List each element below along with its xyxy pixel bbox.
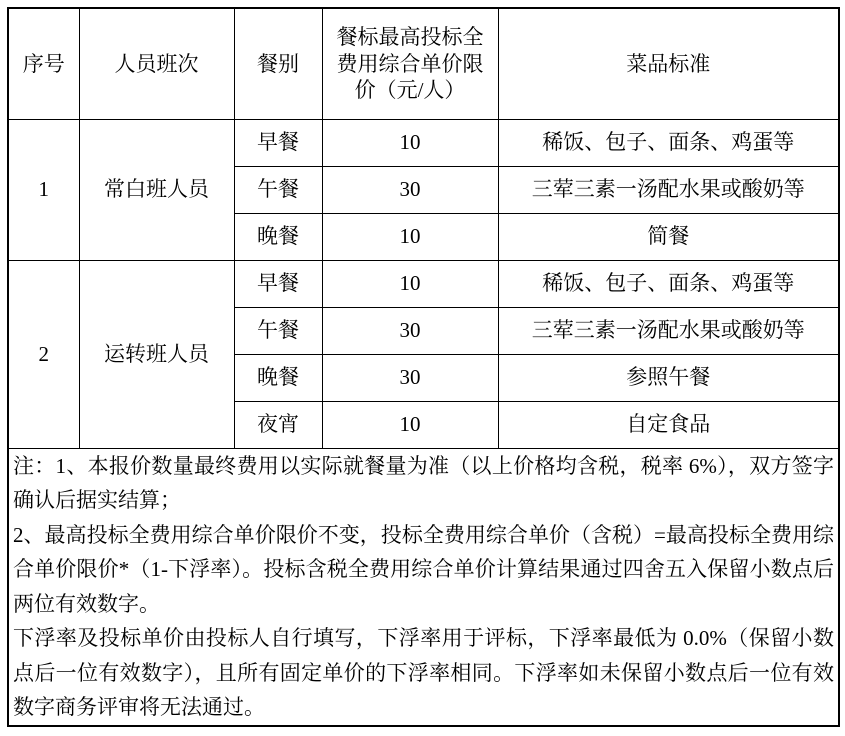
standard-cell: 自定食品 — [498, 401, 839, 448]
meal-cell: 晚餐 — [234, 354, 322, 401]
shift-cell: 常白班人员 — [79, 119, 234, 260]
shift-cell: 运转班人员 — [79, 260, 234, 448]
serial-cell: 2 — [8, 260, 79, 448]
price-cell: 10 — [322, 401, 498, 448]
meal-cell: 午餐 — [234, 166, 322, 213]
price-cell: 10 — [322, 119, 498, 166]
standard-cell: 稀饭、包子、面条、鸡蛋等 — [498, 119, 839, 166]
price-cell: 30 — [322, 166, 498, 213]
note-paragraph: 注：1、本报价数量最终费用以实际就餐量为准（以上价格均含税，税率 6%），双方签字确认后据实结算； — [13, 453, 834, 512]
notes-cell — [8, 448, 839, 726]
standard-cell: 简餐 — [498, 213, 839, 260]
standard-cell: 参照午餐 — [498, 354, 839, 401]
table-row — [8, 119, 839, 166]
table-row — [8, 260, 839, 307]
price-cell: 10 — [322, 213, 498, 260]
serial-cell: 1 — [8, 119, 79, 260]
meal-price-table — [7, 7, 840, 727]
standard-cell: 三荤三素一汤配水果或酸奶等 — [498, 307, 839, 354]
standard-cell: 三荤三素一汤配水果或酸奶等 — [498, 166, 839, 213]
standard-cell: 稀饭、包子、面条、鸡蛋等 — [498, 260, 839, 307]
meal-cell: 晚餐 — [234, 213, 322, 260]
meal-cell: 早餐 — [234, 260, 322, 307]
note-paragraph: 下浮率及投标单价由投标人自行填写，下浮率用于评标，下浮率最低为 0.0%（保留小数点后一位有效数字），且所有固定单价的下浮率相同。下浮率如未保留小数点后一位有效数字商务评审将无法通过。 — [13, 626, 834, 719]
meal-cell: 夜宵 — [234, 401, 322, 448]
price-cell: 30 — [322, 354, 498, 401]
table-header-row — [8, 8, 839, 119]
meal-cell: 早餐 — [234, 119, 322, 166]
header-shift: 人员班次 — [79, 8, 234, 119]
price-cell: 10 — [322, 260, 498, 307]
notes-row — [8, 448, 839, 726]
price-cell: 30 — [322, 307, 498, 354]
note-paragraph: 2、最高投标全费用综合单价限价不变，投标全费用综合单价（含税）=最高投标全费用综合单价限价*（1-下浮率）。投标含税全费用综合单价计算结果通过四舍五入保留小数点后两位有效数字。 — [13, 522, 834, 616]
header-meal: 餐别 — [234, 8, 322, 119]
header-serial: 序号 — [8, 8, 79, 119]
meal-cell: 午餐 — [234, 307, 322, 354]
header-price-limit: 餐标最高投标全费用综合单价限价（元/人） — [322, 8, 498, 119]
header-standard: 菜品标准 — [498, 8, 839, 119]
